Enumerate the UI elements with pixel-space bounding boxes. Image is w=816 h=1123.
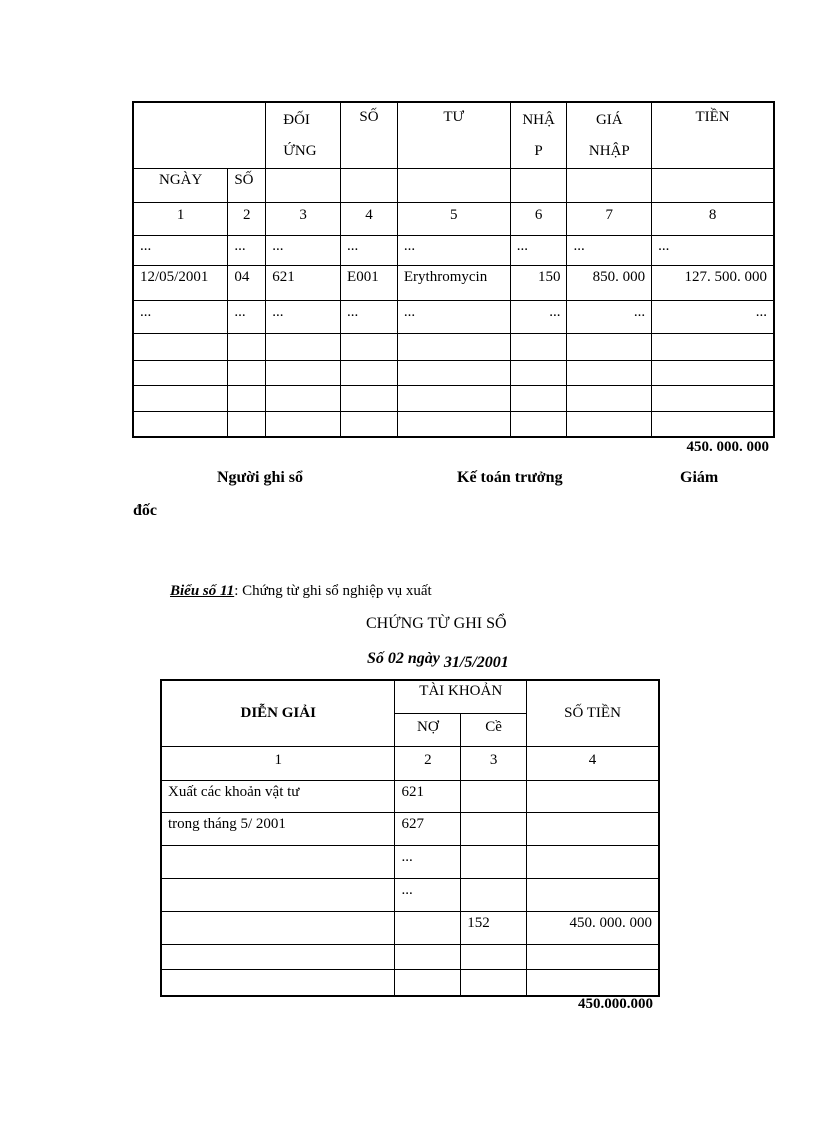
voucher-cell-description: trong tháng 5/ 2001: [161, 812, 395, 845]
ledger-header-so2: SỐ: [228, 168, 266, 202]
voucher-total: 450.000.000: [578, 996, 653, 1012]
ledger-header-tien: TIỀN: [652, 102, 774, 168]
ledger-colnum: 8: [652, 203, 774, 236]
voucher-cell-description: [161, 911, 395, 944]
voucher-cell-amount: 450. 000. 000: [527, 911, 659, 944]
ledger-empty-row: [133, 386, 774, 412]
ledger-cell: ...: [266, 300, 341, 333]
signature-recorder: Người ghi sổ: [217, 469, 304, 486]
signature-director: Giám: [680, 469, 719, 486]
voucher-cell-description: [161, 845, 395, 878]
ledger-table: [132, 101, 775, 438]
ledger-empty-row: [133, 412, 774, 437]
ledger-header-nhap-line2: P: [534, 143, 543, 159]
voucher-colnum: 1: [161, 746, 395, 780]
voucher-cell-amount: [527, 878, 659, 911]
ledger-empty-row: [133, 361, 774, 386]
ledger-cell: ...: [567, 300, 652, 333]
ledger-colnum: 2: [228, 203, 266, 236]
ledger-cell-price: 850. 000: [567, 266, 652, 300]
voucher-cell-debit: 621: [395, 780, 461, 812]
voucher-header-so-tien: SỐ TIỀN: [527, 680, 659, 746]
ledger-header-doi-ung: [266, 102, 341, 168]
voucher-header-row-1: [161, 680, 659, 713]
ledger-header-row-1: [133, 102, 774, 168]
voucher-row: [161, 911, 659, 944]
ledger-header-empty: [133, 102, 266, 168]
voucher-cell-description: Xuất các khoản vật tư: [161, 780, 395, 812]
voucher-cell-credit: [461, 780, 527, 812]
ledger-colnum: 5: [397, 203, 510, 236]
voucher-cell-credit: [461, 812, 527, 845]
ledger-row: [133, 236, 774, 266]
voucher-title: CHỨNG TỪ GHI SỔ: [366, 615, 507, 632]
ledger-cell-date: 12/05/2001: [133, 266, 228, 300]
voucher-header-co: Cề: [461, 713, 527, 746]
signature-director-continued: đốc: [133, 502, 157, 519]
ledger-column-numbers-row: [133, 203, 774, 236]
voucher-colnum: 4: [527, 746, 659, 780]
voucher-cell-debit: ...: [395, 878, 461, 911]
ledger-cell: ...: [567, 236, 652, 266]
voucher-cell-credit: [461, 845, 527, 878]
ledger-header-tu: TƯ: [397, 102, 510, 168]
ledger-cell-empty: [510, 168, 567, 202]
ledger-colnum: 3: [266, 203, 341, 236]
voucher-cell-debit: [395, 911, 461, 944]
voucher-cell-amount: [527, 780, 659, 812]
voucher-caption-label: Biểu số 11: [170, 583, 235, 599]
ledger-cell: ...: [397, 236, 510, 266]
voucher-cell-description: [161, 878, 395, 911]
ledger-cell: ...: [228, 300, 266, 333]
voucher-cell-amount: [527, 845, 659, 878]
ledger-cell: ...: [228, 236, 266, 266]
voucher-subtitle-a: Số 02 ngày: [367, 650, 440, 667]
voucher-row: [161, 780, 659, 812]
ledger-cell-empty: [341, 168, 398, 202]
voucher-cell-credit: 152: [461, 911, 527, 944]
ledger-header-row-2: [133, 168, 774, 202]
voucher-header-no: NỢ: [395, 713, 461, 746]
voucher-row: [161, 812, 659, 845]
voucher-cell-amount: [527, 812, 659, 845]
ledger-cell-account: 621: [266, 266, 341, 300]
ledger-cell-number: 04: [228, 266, 266, 300]
ledger-colnum: 6: [510, 203, 567, 236]
ledger-header-nhap-line1: NHẬ: [522, 112, 555, 128]
voucher-cell-debit: 627: [395, 812, 461, 845]
voucher-colnum: 2: [395, 746, 461, 780]
ledger-cell-empty: [397, 168, 510, 202]
voucher-row: [161, 845, 659, 878]
voucher-colnum: 3: [461, 746, 527, 780]
ledger-header-ngay: NGÀY: [133, 168, 228, 202]
ledger-cell-empty: [652, 168, 774, 202]
voucher-header-dien-giai: DIỄN GIẢI: [161, 680, 395, 746]
voucher-table: [160, 679, 660, 997]
ledger-cell: ...: [397, 300, 510, 333]
ledger-cell: ...: [133, 236, 228, 266]
ledger-colnum: 7: [567, 203, 652, 236]
voucher-header-tai-khoan: TÀI KHOẢN: [395, 680, 527, 713]
ledger-cell-empty: [567, 168, 652, 202]
ledger-cell: ...: [341, 300, 398, 333]
ledger-header-doi-ung-line1: ĐỐI: [283, 112, 310, 128]
ledger-cell: ...: [133, 300, 228, 333]
voucher-subtitle: [367, 650, 509, 671]
ledger-header-gia-nhap-line1: GIÁ: [595, 112, 623, 128]
ledger-cell-item: Erythromycin: [397, 266, 510, 300]
ledger-row: [133, 266, 774, 300]
ledger-colnum: 4: [341, 203, 398, 236]
ledger-header-so: SỐ: [341, 102, 398, 168]
ledger-cell: ...: [266, 236, 341, 266]
voucher-empty-row: [161, 944, 659, 969]
ledger-cell-quantity: 150: [510, 266, 567, 300]
voucher-column-numbers-row: [161, 746, 659, 780]
ledger-colnum: 1: [133, 203, 228, 236]
ledger-cell: ...: [652, 236, 774, 266]
ledger-empty-row: [133, 333, 774, 360]
voucher-empty-row: [161, 969, 659, 996]
ledger-header-doi-ung-line2: ỨNG: [283, 143, 317, 159]
ledger-header-gia-nhap: [567, 102, 652, 168]
voucher-row: [161, 878, 659, 911]
ledger-cell-code: E001: [341, 266, 398, 300]
ledger-row: [133, 300, 774, 333]
ledger-cell: ...: [652, 300, 774, 333]
voucher-cell-credit: [461, 878, 527, 911]
voucher-cell-debit: ...: [395, 845, 461, 878]
ledger-cell-amount: 127. 500. 000: [652, 266, 774, 300]
voucher-caption-text: : Chứng từ ghi sổ nghiệp vụ xuất: [234, 583, 432, 599]
ledger-total: 450. 000. 000: [686, 439, 769, 455]
signature-chief-accountant: Kế toán trưởng: [457, 469, 563, 486]
ledger-header-gia-nhap-line2: NHẬP: [588, 143, 630, 159]
ledger-cell: ...: [510, 236, 567, 266]
ledger-cell: ...: [510, 300, 567, 333]
voucher-caption: [170, 583, 432, 600]
ledger-cell: ...: [341, 236, 398, 266]
ledger-header-nhap: [510, 102, 567, 168]
ledger-cell-empty: [266, 168, 341, 202]
voucher-subtitle-date: 31/5/2001: [443, 654, 509, 671]
